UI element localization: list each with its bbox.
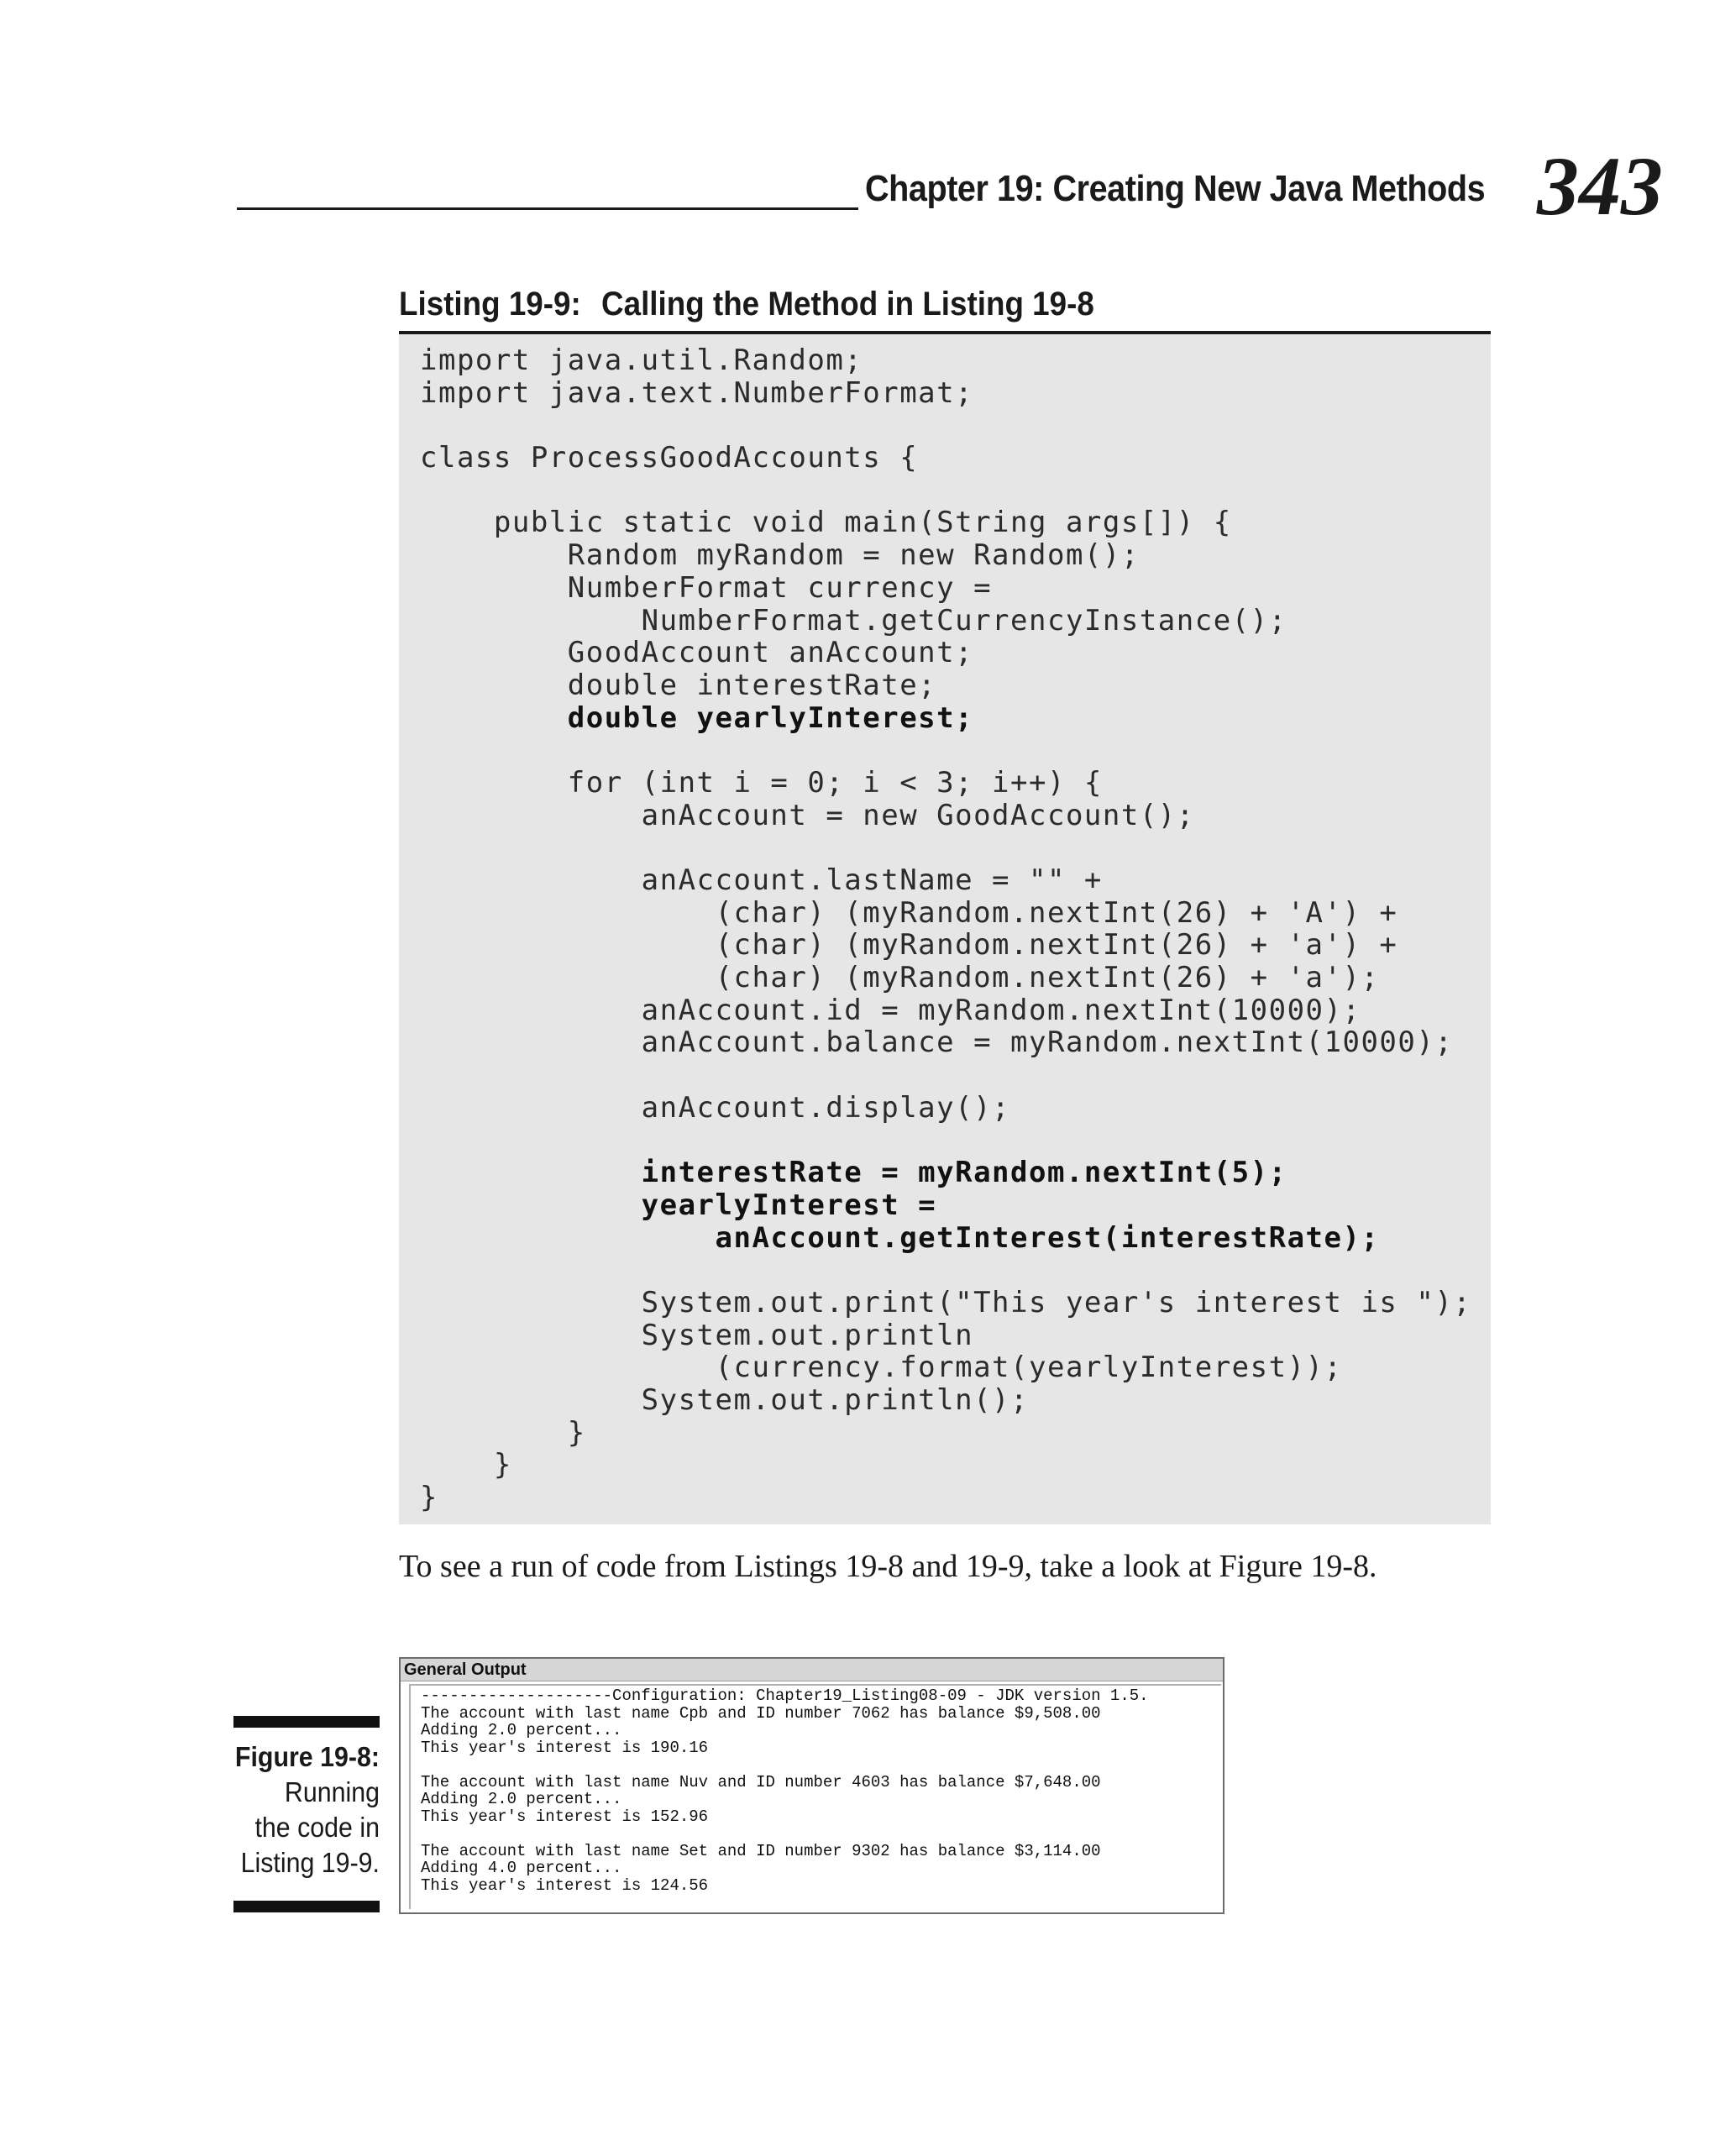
code-line: yearlyInterest = (420, 1188, 937, 1222)
code-line: (char) (myRandom.nextInt(26) + 'a') + (420, 928, 1398, 963)
code-line: anAccount = new GoodAccount(); (420, 798, 1195, 832)
code-line (420, 734, 1471, 767)
output-line: This year's interest is 124.56 (421, 1875, 709, 1895)
output-window-title: General Output (401, 1659, 1223, 1681)
code-listing (399, 334, 1491, 1524)
code-line: double interestRate; (420, 668, 937, 702)
code-line: System.out.println (420, 1318, 974, 1352)
code-line: } (420, 1415, 586, 1450)
code-line: (char) (myRandom.nextInt(26) + 'A') + (420, 895, 1398, 930)
code-line: double yearlyInterest; (420, 700, 974, 735)
output-line: The account with last name Set and ID number 9302 has balance $3,114.00 (421, 1841, 1101, 1860)
output-window (399, 1657, 1224, 1914)
output-line: Adding 4.0 percent... (421, 1859, 622, 1877)
figure-caption-line: Listing 19-9. (240, 1847, 380, 1878)
code-line (420, 475, 1471, 507)
code-line: } (420, 1448, 512, 1482)
output-line: --------------------Configuration: Chapter19_Listing08-09 - JDK version 1.5. (421, 1687, 1149, 1705)
code-line: anAccount.id = myRandom.nextInt(10000); (420, 993, 1361, 1027)
code-line: } (420, 1481, 438, 1515)
figure-label: Figure 19-8: (234, 1741, 380, 1772)
code-line: for (int i = 0; i < 3; i++) { (420, 765, 1103, 800)
code-line: NumberFormat currency = (420, 570, 993, 605)
code-line: NumberFormat.getCurrencyInstance(); (420, 603, 1287, 637)
output-line: The account with last name Nuv and ID number 4603 has balance $7,648.00 (421, 1772, 1101, 1791)
output-line: Adding 2.0 percent... (421, 1790, 622, 1808)
code-line: class ProcessGoodAccounts { (420, 441, 919, 475)
code-line: interestRate = myRandom.nextInt(5); (420, 1156, 1287, 1190)
figure-caption (233, 1739, 380, 1881)
code-line: (char) (myRandom.nextInt(26) + 'a'); (420, 961, 1380, 995)
output-line: This year's interest is 190.16 (421, 1738, 709, 1757)
code-line: public static void main(String args[]) { (420, 506, 1232, 540)
figure-caption-line: Running (284, 1776, 380, 1807)
code-line (420, 1254, 1471, 1287)
code-block (420, 344, 1471, 1514)
code-line (420, 1125, 1471, 1157)
output-line: This year's interest is 152.96 (421, 1807, 709, 1826)
listing-label: Listing 19-9: (399, 286, 581, 323)
code-line: System.out.println(); (420, 1383, 1030, 1417)
body-paragraph: To see a run of code from Listings 19-8 and 19-9, take a look at Figure 19-8. (399, 1549, 1377, 1584)
code-line: anAccount.getInterest(interestRate); (420, 1220, 1380, 1255)
output-line: The account with last name Cpb and ID number 7062 has balance $9,508.00 (421, 1703, 1101, 1723)
output-text (421, 1687, 1149, 1894)
figure-caption-line: the code in (254, 1812, 380, 1843)
figure-bar-top (233, 1716, 380, 1728)
code-line: anAccount.balance = myRandom.nextInt(10000); (420, 1026, 1454, 1060)
code-line: Random myRandom = new Random(); (420, 538, 1140, 573)
code-line (420, 409, 1471, 442)
listing-title: Calling the Method in Listing 19-8 (601, 286, 1094, 323)
output-line (421, 1825, 1149, 1843)
code-line: anAccount.display(); (420, 1090, 1011, 1125)
figure-bar-bottom (233, 1901, 380, 1912)
code-line: import java.util.Random; (420, 344, 863, 377)
code-line: import java.text.NumberFormat; (420, 375, 974, 410)
listing-caption (399, 286, 1094, 323)
code-line (420, 1059, 1471, 1092)
code-line: GoodAccount anAccount; (420, 636, 974, 670)
code-line: anAccount.lastName = "" + (420, 863, 1103, 897)
output-line (421, 1756, 1149, 1774)
page-number: 343 (1537, 139, 1663, 233)
chapter-title: Chapter 19: Creating New Java Methods (865, 168, 1486, 209)
output-pane[interactable] (409, 1684, 1221, 1909)
output-line: Adding 2.0 percent... (421, 1721, 622, 1739)
code-line: System.out.print("This year's interest is "); (420, 1285, 1472, 1319)
code-line: (currency.format(yearlyInterest)); (420, 1351, 1343, 1385)
header-rule (237, 207, 858, 210)
code-line (420, 831, 1471, 864)
